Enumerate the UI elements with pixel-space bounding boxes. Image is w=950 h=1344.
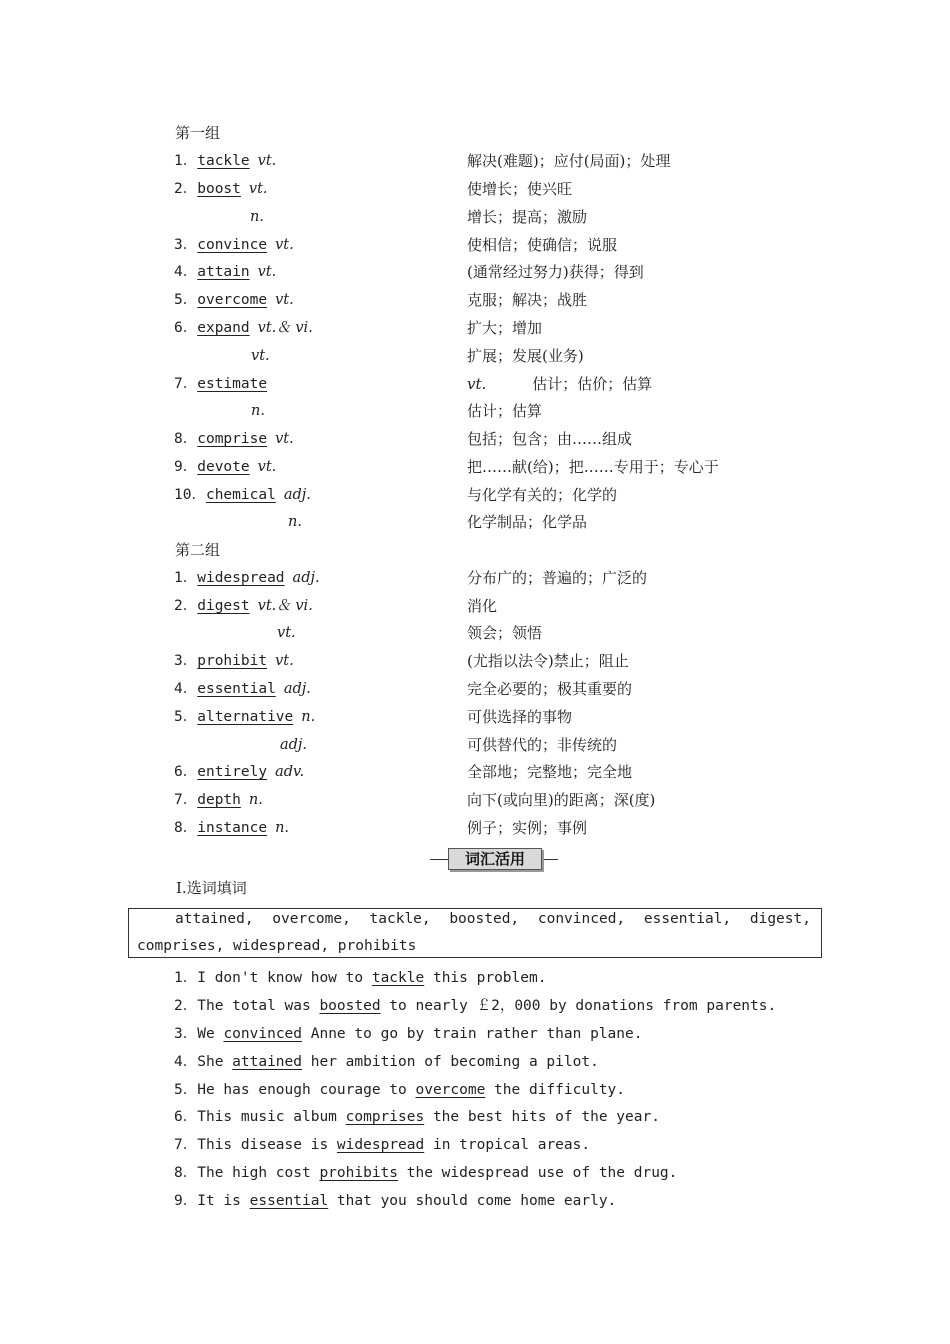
part-of-speech: vt.＆ vi. bbox=[257, 320, 313, 336]
vocab-row: 5．overcome vt. 克服；解决；战胜 bbox=[0, 288, 950, 312]
exercise-sentence: 8．The high cost prohibits the widespread use of the drug. bbox=[174, 1165, 678, 1181]
vocab-word: alternative bbox=[197, 709, 294, 725]
answer-word: widespread bbox=[336, 1137, 425, 1153]
exercise-sentence: 3．We convinced Anne to go by train rather than plane. bbox=[174, 1026, 643, 1042]
part-of-speech: adj. bbox=[283, 681, 311, 697]
word-bank-item: essential, bbox=[643, 911, 732, 927]
vocab-row: 7．depth n. 向下(或向里)的距离；深(度) bbox=[0, 788, 950, 812]
word-bank-item: overcome, bbox=[272, 911, 351, 927]
vocab-row: 3．convince vt. 使相信；使确信；说服 bbox=[0, 233, 950, 257]
exercise-sentence: 6．This music album comprises the best hits of the year. bbox=[174, 1109, 660, 1125]
meaning: 克服；解决；战胜 bbox=[467, 291, 588, 309]
meaning: 可供选择的事物 bbox=[467, 708, 573, 726]
vocab-row: 3．prohibit vt. (尤指以法令)禁止；阻止 bbox=[0, 649, 950, 673]
part-of-speech: vt. bbox=[248, 181, 268, 197]
part-of-speech: adj. bbox=[280, 737, 308, 753]
word-bank-line: comprises, widespread, prohibits bbox=[137, 938, 417, 954]
meaning: 全部地；完整地；完全地 bbox=[467, 763, 633, 781]
vocab-word: digest bbox=[197, 598, 250, 614]
meaning: 化学制品；化学品 bbox=[467, 513, 588, 531]
meaning: (通常经过努力)获得；得到 bbox=[467, 263, 644, 281]
vocab-row: 10．chemical adj. 与化学有关的；化学的 bbox=[0, 483, 950, 507]
word-bank-box bbox=[128, 908, 822, 958]
vocab-word: widespread bbox=[197, 570, 285, 586]
word-bank-line bbox=[175, 911, 811, 927]
part-of-speech: n. bbox=[248, 792, 263, 808]
vocab-row: 4．attain vt. (通常经过努力)获得；得到 bbox=[0, 260, 950, 284]
part-of-speech: n. bbox=[301, 709, 316, 725]
part-of-speech: vt. bbox=[277, 625, 296, 641]
group-title: 第二组 bbox=[175, 541, 221, 559]
vocab-row: 8．instance n. 例子；实例；事例 bbox=[0, 816, 950, 840]
vocab-row: 4．essential adj. 完全必要的；极其重要的 bbox=[0, 677, 950, 701]
answer-word: attained bbox=[232, 1054, 302, 1070]
meaning: (尤指以法令)禁止；阻止 bbox=[467, 652, 629, 670]
word-bank-item: boosted, bbox=[449, 911, 520, 927]
meaning: 增长；提高；激励 bbox=[467, 208, 588, 226]
vocab-row: 1．tackle vt. 解决(难题)；应付(局面)；处理 bbox=[0, 149, 950, 173]
exercise-sentence: 4．She attained her ambition of becoming a pilot. bbox=[174, 1054, 599, 1070]
answer-word: boosted bbox=[319, 998, 381, 1014]
vocab-word: essential bbox=[197, 681, 276, 697]
part-of-speech: adj. bbox=[292, 570, 320, 586]
vocab-row: 2．boost vt. 使增长；使兴旺 bbox=[0, 177, 950, 201]
vocab-word: overcome bbox=[197, 292, 268, 308]
meaning: 包括；包含；由……组成 bbox=[467, 430, 633, 448]
word-bank-item: convinced, bbox=[537, 911, 626, 927]
part-of-speech: n. bbox=[275, 820, 290, 836]
answer-word: essential bbox=[249, 1193, 329, 1209]
part-of-speech: vt. bbox=[275, 431, 294, 447]
banner-label: 词汇活用 bbox=[448, 848, 542, 870]
vocab-word: estimate bbox=[197, 376, 268, 392]
meaning: 可供替代的；非传统的 bbox=[467, 736, 618, 754]
vocab-word: tackle bbox=[197, 153, 250, 169]
section-title: Ⅰ.选词填词 bbox=[176, 879, 247, 897]
section-banner bbox=[430, 848, 558, 870]
part-of-speech: vt. bbox=[467, 375, 487, 393]
group-title: 第一组 bbox=[175, 124, 221, 142]
meaning: 扩展；发展(业务) bbox=[467, 347, 584, 365]
answer-word: comprises bbox=[345, 1109, 425, 1125]
part-of-speech: n. bbox=[250, 209, 264, 225]
answer-word: tackle bbox=[371, 970, 425, 986]
exercise-sentence: 1．I don't know how to tackle this problem. bbox=[174, 970, 547, 986]
part-of-speech: vt. bbox=[257, 264, 277, 280]
vocab-word: chemical bbox=[205, 487, 276, 503]
part-of-speech: vt. bbox=[275, 237, 294, 253]
vocab-row: 6．entirely adv. 全部地；完整地；完全地 bbox=[0, 760, 950, 784]
exercise-sentence: 9．It is essential that you should come home early. bbox=[174, 1193, 617, 1209]
part-of-speech: vt.＆ vi. bbox=[257, 598, 313, 614]
word-bank-item: attained, bbox=[175, 911, 254, 927]
part-of-speech: vt. bbox=[275, 292, 294, 308]
part-of-speech: adv. bbox=[275, 764, 305, 780]
vocab-word: boost bbox=[197, 181, 241, 197]
meaning: 消化 bbox=[467, 597, 498, 615]
answer-word: overcome bbox=[415, 1082, 486, 1098]
vocab-row bbox=[0, 733, 950, 757]
meaning: 向下(或向里)的距离；深(度) bbox=[467, 791, 656, 809]
vocab-row: 8．comprise vt. 包括；包含；由……组成 bbox=[0, 427, 950, 451]
vocab-row bbox=[0, 344, 950, 368]
part-of-speech: vt. bbox=[251, 348, 270, 364]
exercise-sentence: 2．The total was boosted to nearly ￡2，000 by donations from parents. bbox=[174, 998, 777, 1014]
vocab-word: depth bbox=[197, 792, 241, 808]
part-of-speech: adj. bbox=[283, 487, 311, 503]
part-of-speech: n. bbox=[288, 514, 302, 530]
answer-word: prohibits bbox=[319, 1165, 399, 1181]
vocab-word: attain bbox=[197, 264, 250, 280]
word-bank-item: tackle, bbox=[369, 911, 431, 927]
vocab-word: entirely bbox=[197, 764, 268, 780]
meaning: vt. 估计；估价；估算 bbox=[467, 375, 653, 393]
vocab-word: prohibit bbox=[197, 653, 268, 669]
meaning: 例子；实例；事例 bbox=[467, 819, 588, 837]
part-of-speech: vt. bbox=[275, 653, 294, 669]
meaning: 扩大；增加 bbox=[467, 319, 543, 337]
meaning: 估计；估算 bbox=[467, 402, 543, 420]
vocab-row: 1．widespread adj. 分布广的；普遍的；广泛的 bbox=[0, 566, 950, 590]
vocab-word: expand bbox=[197, 320, 250, 336]
vocab-word: instance bbox=[197, 820, 268, 836]
vocab-row bbox=[0, 205, 950, 229]
vocab-row bbox=[0, 510, 950, 534]
meaning: 把……献(给)；把……专用于；专心于 bbox=[467, 458, 719, 476]
meaning: 分布广的；普遍的；广泛的 bbox=[467, 569, 648, 587]
word-bank-item: digest, bbox=[749, 911, 811, 927]
vocab-row: 5．alternative n. 可供选择的事物 bbox=[0, 705, 950, 729]
vocab-word: comprise bbox=[197, 431, 268, 447]
vocab-row bbox=[0, 399, 950, 423]
part-of-speech: n. bbox=[251, 403, 265, 419]
vocab-word: devote bbox=[197, 459, 250, 475]
vocab-row: 2．digest vt.＆ vi. 消化 bbox=[0, 594, 950, 618]
part-of-speech: vt. bbox=[257, 459, 277, 475]
meaning: 使相信；使确信；说服 bbox=[467, 236, 618, 254]
answer-word: convinced bbox=[223, 1026, 303, 1042]
vocab-row bbox=[0, 621, 950, 645]
exercise-sentence: 7．This disease is widespread in tropical areas. bbox=[174, 1137, 591, 1153]
meaning: 解决(难题)；应付(局面)；处理 bbox=[467, 152, 671, 170]
part-of-speech: vt. bbox=[257, 153, 277, 169]
vocab-row: 6．expand vt.＆ vi. 扩大；增加 bbox=[0, 316, 950, 340]
meaning: 领会；领悟 bbox=[467, 624, 543, 642]
exercise-sentence: 5．He has enough courage to overcome the difficulty. bbox=[174, 1082, 626, 1098]
meaning: 使增长；使兴旺 bbox=[467, 180, 573, 198]
meaning: 与化学有关的；化学的 bbox=[467, 486, 618, 504]
vocab-word: convince bbox=[197, 237, 268, 253]
meaning: 完全必要的；极其重要的 bbox=[467, 680, 633, 698]
vocab-row: 9．devote vt. 把……献(给)；把……专用于；专心于 bbox=[0, 455, 950, 479]
vocab-row: 7．estimate vt. 估计；估价；估算 bbox=[0, 372, 950, 396]
